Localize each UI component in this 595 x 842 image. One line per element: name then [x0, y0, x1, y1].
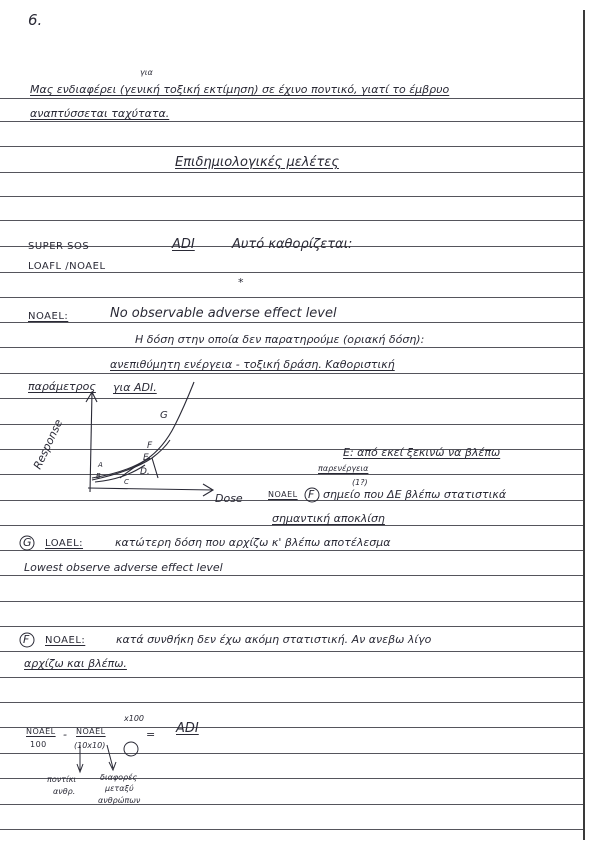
loael-english: Lowest observe adverse effect level [24, 561, 223, 574]
label-g: G [160, 410, 168, 421]
noael-greek-3-right: για ADI. [113, 381, 157, 394]
e-note-2: παρενέργεια [318, 464, 369, 473]
e-note: E: από εκεί ξεκινώ να βλέπω [343, 446, 501, 459]
formula-right-mark: x100 [124, 714, 145, 723]
f-note: σημείο που ΔΕ βλέπω στατιστικά [323, 488, 507, 501]
noael-greek-3-left: παράμετρος [28, 380, 96, 393]
label-f: F [147, 441, 153, 451]
loael-label: LOAEL: [45, 538, 84, 549]
f-circle-letter: F [308, 488, 315, 501]
curve-a [92, 440, 170, 480]
y-axis-line [90, 392, 92, 492]
loael-marker: G [23, 536, 32, 549]
adi-text: Αυτό καθορίζεται: [232, 237, 353, 252]
super-sos-label: SUPER SOS [28, 241, 90, 252]
label-d: D. [140, 467, 150, 477]
formula-equals: = [146, 728, 156, 741]
formula-left-num: NOAEL [26, 727, 56, 736]
intro-line-2: αναπτύσσεται ταχύτατα. [30, 107, 170, 120]
curve-d-drop [152, 458, 158, 478]
formula-right-den: (10x10) [74, 741, 106, 750]
formula-left-den: 100 [30, 740, 47, 749]
noael-greek-1: Η δόση στην οποία δεν παρατηρούμε (οριακή δόση): [135, 333, 425, 346]
label-b: B [96, 472, 101, 480]
x-axis-line [88, 488, 213, 490]
formula-note-1a: ποντίκι [47, 775, 77, 784]
formula-note-2c: ανθρώπων [98, 796, 141, 805]
noael-greek-2: ανεπιθύμητη ενέργεια - τοξική δράση. Καθοριστική [110, 358, 395, 371]
y-axis-label: Response [30, 417, 66, 472]
arrow-down-right [107, 745, 116, 770]
loael-greek: κατώτερη δόση που αρχίζω κ' βλέπω αποτέλεσμα [115, 536, 391, 549]
formula-result: ADI [176, 721, 199, 736]
formula-note-2a: διαφορές [100, 773, 138, 782]
f-def-line-2: αρχίζω και βλέπω. [24, 657, 127, 670]
intro-line-1: Μας ενδιαφέρει (γενική τοξική εκτίμηση) σε έχινο ποντικό, γιατί το έμβρυο [30, 83, 450, 96]
formula-note-1b: ανθρ. [53, 787, 76, 796]
f-def-marker: F [23, 633, 30, 646]
formula-dash: - [63, 728, 67, 741]
asterisk-mark: * [238, 276, 244, 289]
label-e: E [143, 453, 149, 463]
f-def-label: NOAEL: [45, 635, 86, 646]
noael-english: No observable adverse effect level [110, 306, 337, 321]
adi-label: ADI [172, 237, 195, 252]
x-axis-label: Dose [215, 492, 243, 505]
noael-def-label: NOAEL: [28, 311, 69, 322]
formula-right-num: NOAEL [76, 727, 106, 736]
intro-above-word: για [140, 68, 153, 77]
loael-noael-label: LOAFL /NOAEL [28, 261, 106, 272]
formula-note-2b: μεταξύ [105, 784, 134, 793]
f-note-2: σημαντική αποκλίση [272, 512, 385, 525]
superscript-note: (1?) [352, 478, 368, 487]
label-c: C [124, 478, 129, 486]
f-def-line-1: κατά συνθήκη δεν έχω ακόμη στατιστική. Αν ανεβω λίγο [116, 633, 432, 646]
section-heading: Επιδημιολογικές μελέτες [175, 155, 339, 170]
label-a: A [98, 461, 103, 469]
page-number: 6. [28, 11, 43, 29]
noael-tag: NOAEL [268, 490, 298, 499]
x100-circle-marker [124, 742, 138, 756]
